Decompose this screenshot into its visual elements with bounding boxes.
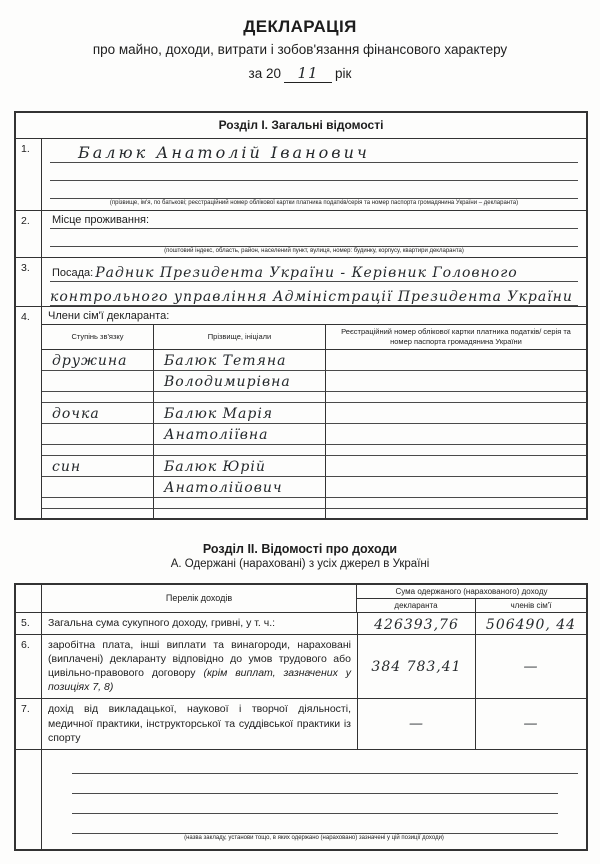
member1-relation: дружина <box>52 352 128 369</box>
row-residence <box>16 211 586 259</box>
member2-relation: дочка <box>52 405 100 422</box>
fullname-caption: (прізвище, ім'я, по батькові; реєстраційний номер облікової картки платника податків/серія та номер паспорта громадянина України – декларанта) <box>109 200 519 206</box>
residence-writing-line <box>50 211 578 229</box>
blank-writing-line <box>72 794 558 814</box>
row-number: 3. <box>16 258 42 306</box>
row-number: 6. <box>16 635 42 699</box>
family-col-taxid: Реєстраційний номер облікової картки платника податків/ серія та номер паспорта громадянина України <box>341 327 571 346</box>
position-field-area <box>42 258 586 306</box>
income-sum-header-group <box>356 585 586 612</box>
fullname-handwritten: Балюк Анатолій Іванович <box>78 143 370 162</box>
family-blank-row <box>42 498 586 509</box>
member1-taxid <box>326 350 586 371</box>
family-members-label: Члени сім'ї декларанта: <box>48 310 170 322</box>
income-row7-continuation <box>16 750 586 850</box>
income-row7-family-value: — <box>523 716 539 733</box>
row-number: 5. <box>16 613 42 634</box>
row-number: 2. <box>16 211 42 258</box>
income-row-6 <box>16 635 586 700</box>
position-writing-line-2 <box>50 282 578 306</box>
row-fullname <box>16 139 586 211</box>
member3-relation: син <box>52 458 82 475</box>
year-value-handwritten: 11 <box>284 64 332 83</box>
income-source-footnote: (назва закладу, установи тощо, в яких одержано (нараховано) зазначені у цій позиції доходи) <box>184 834 444 841</box>
row-number: 4. <box>16 307 42 518</box>
year-suffix: рік <box>335 66 352 81</box>
family-member-row <box>42 350 586 371</box>
header-number-cell <box>16 585 42 612</box>
member3-name-line2: Анатолійович <box>164 479 283 496</box>
document-subtitle: про майно, доходи, витрати і зобов'язання фінансового характеру <box>92 42 508 57</box>
position-writing-line-1 <box>50 258 578 282</box>
family-col-name: Прізвище, ініціали <box>154 325 326 349</box>
family-member-row <box>42 403 586 424</box>
family-table-area <box>42 307 586 518</box>
family-member-row <box>42 456 586 477</box>
section2-subheading: А. Одержані (нараховані) з усіх джерел в Україні <box>170 557 430 570</box>
family-column-header: членів сім'ї <box>510 600 552 610</box>
income-list-header: Перелік доходів <box>165 593 233 603</box>
year-prefix: за 20 <box>248 66 282 81</box>
income-row6-family-value: — <box>523 658 539 675</box>
declarant-column-header: декларанта <box>357 599 476 612</box>
row-position <box>16 258 586 307</box>
income-row5-text: Загальна сума сукупного доходу, гривні, у т. ч.: <box>48 616 276 629</box>
family-table-header <box>42 324 586 350</box>
member1-name-line2: Володимирівна <box>164 373 291 390</box>
section2-heading: Розділ II. Відомості про доходи <box>202 541 398 556</box>
blank-writing-line <box>50 229 578 247</box>
residence-label: Місце проживання: <box>52 213 150 226</box>
member2-taxid <box>326 403 586 424</box>
document-header <box>0 0 600 83</box>
income-row-7 <box>16 699 586 750</box>
section1-table <box>14 111 588 520</box>
section1-heading: Розділ I. Загальні відомості <box>16 113 586 139</box>
blank-writing-line <box>50 181 578 199</box>
blank-writing-line <box>50 163 578 181</box>
member3-name-line1: Балюк Юрій <box>164 458 266 475</box>
row-number: 1. <box>16 139 42 210</box>
row-family-members <box>16 307 586 518</box>
blank-writing-line <box>72 814 558 834</box>
member3-taxid <box>326 456 586 477</box>
position-handwritten-line2: контрольного управління Адміністрації Президента України <box>50 289 573 305</box>
family-member-row <box>42 477 586 498</box>
income-row-5 <box>16 613 586 635</box>
family-blank-row <box>42 509 586 518</box>
income-row6-text: заробітна плата, інші виплати та винагороди, нараховані (виплачені) декларанту відповідно до умов трудового або цивільно-правового договору (крім виплат, зазначених у позиціях 7, 8) <box>48 638 351 694</box>
family-col-relation: Ступінь зв'язку <box>42 325 154 349</box>
document-title: ДЕКЛАРАЦІЯ <box>243 17 357 36</box>
income-row6-declarant-value: 384 783,41 <box>357 635 476 699</box>
position-handwritten-line1: Радник Президента України - Керівник Головного <box>95 265 518 281</box>
family-member-row <box>42 371 586 392</box>
residence-field-area <box>42 211 586 258</box>
income-row5-family-value: 506490, 44 <box>485 616 577 633</box>
continuation-lines-area <box>42 750 586 850</box>
fullname-field-area <box>42 139 586 210</box>
row-number: 7. <box>16 699 42 749</box>
member1-name-line1: Балюк Тетяна <box>164 352 287 369</box>
continuation-number-cell <box>16 750 42 850</box>
fullname-writing-line <box>50 139 578 163</box>
family-member-row <box>42 424 586 445</box>
residence-caption: (поштовий індекс, область, район, населений пункт, вулиця, номер: будинку, корпусу, квартири декларанта) <box>164 247 464 254</box>
income-row7-text: дохід від викладацької, наукової і творчої діяльності, медичної практики, інструкторської та суддівської практики із спорту <box>48 703 351 744</box>
member2-name-line1: Балюк Марія <box>164 405 274 422</box>
year-line <box>0 64 600 83</box>
family-blank-row <box>42 445 586 456</box>
blank-writing-line <box>72 774 558 794</box>
income-row5-declarant-value: 426393,76 <box>357 613 476 634</box>
family-blank-row <box>42 392 586 403</box>
income-table-header <box>16 585 586 613</box>
section2-table <box>14 583 588 852</box>
member2-name-line2: Анатоліївна <box>164 426 269 443</box>
position-label: Посада: <box>52 267 94 279</box>
blank-writing-line <box>72 754 578 774</box>
income-row7-declarant-value: — <box>357 699 476 749</box>
family-table-body <box>42 350 586 518</box>
income-sum-header: Сума одержаного (нарахованого) доходу <box>357 585 586 599</box>
